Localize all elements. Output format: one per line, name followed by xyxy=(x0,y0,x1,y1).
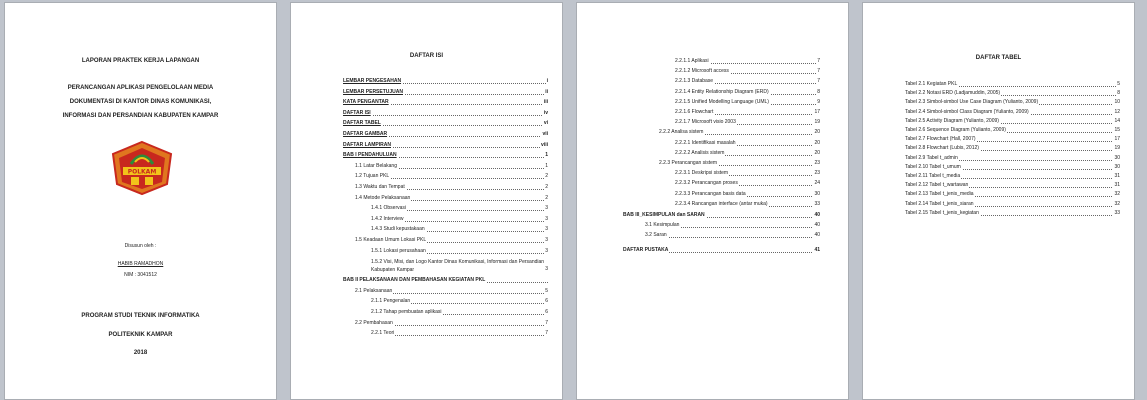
toc-entry-page: 40 xyxy=(814,212,820,218)
toc-entry[interactable] xyxy=(905,144,1120,153)
toc-entry-page: 40 xyxy=(814,232,820,239)
toc-entry[interactable] xyxy=(659,159,820,168)
toc-entry-page: 8 xyxy=(817,88,820,95)
toc-entry[interactable] xyxy=(343,130,548,139)
toc-entry-page: 2 xyxy=(545,173,548,180)
toc-entry-page: 3 xyxy=(545,237,548,243)
toc-entry-page: viii xyxy=(541,141,548,148)
toc-entry-page: 1 xyxy=(545,162,548,169)
toc-entry-page: 3 xyxy=(545,266,548,273)
toc-entry-page: 7 xyxy=(817,68,820,75)
toc-entry-label: 2.2.3.3 Perancangan basis data xyxy=(675,190,746,197)
toc-entry[interactable] xyxy=(355,172,548,181)
toc-entry-page: 7 xyxy=(817,78,820,85)
toc-entry-page: 32 xyxy=(1114,191,1120,198)
toc-entry[interactable] xyxy=(905,181,1120,190)
toc-entry[interactable] xyxy=(343,141,548,150)
toc-entry-label: Tabel 2.8 Flowchart (Lubis, 2012) xyxy=(905,145,979,152)
toc-entry[interactable] xyxy=(905,108,1120,117)
toc-entry-page: 1 xyxy=(545,152,548,159)
toc-entry-page: 41 xyxy=(814,246,820,253)
toc-entry-label: Tabel 2.15 Tabel t_jenis_kegiatan xyxy=(905,209,979,216)
toc-entry-page: iii xyxy=(543,99,548,106)
toc-entry[interactable] xyxy=(343,77,548,86)
toc-entry-page: 2 xyxy=(545,194,548,201)
toc-entry-page: 7 xyxy=(817,58,820,64)
toc-entry-label: Tabel 2.9 Tabel t_admin xyxy=(905,154,958,161)
program-name: PROGRAM STUDI TEKNIK INFORMATIKA xyxy=(81,313,200,319)
toc-entry[interactable] xyxy=(675,169,820,178)
toc-entry[interactable] xyxy=(905,89,1120,98)
toc-entry-page: 19 xyxy=(814,119,820,126)
toc-entry-label: Tabel 2.14 Tabel t_jenis_siaran xyxy=(905,200,974,207)
toc-entry[interactable] xyxy=(675,88,820,97)
table-list-heading: DAFTAR TABEL xyxy=(975,55,1022,61)
toc-entry-label: Tabel 2.1 Kegiatan PKL xyxy=(905,81,958,87)
toc-entry-label: 1.3 Waktu dan Tempat xyxy=(355,184,405,190)
toc-entry-label: LEMBAR PERSETUJUAN xyxy=(343,88,404,95)
toc-entry-page: 31 xyxy=(1114,173,1120,179)
toc-entry-label: BAB II PELAKSANAAN DAN PEMBAHASAN KEGIATAN PKL xyxy=(343,277,486,284)
toc-entry-label: 2.2.1.1 Aplikasi xyxy=(675,58,709,64)
toc-entry[interactable] xyxy=(905,154,1120,163)
toc-entry-label: Tabel 2.6 Sequence Diagram (Yulianto, 2009) xyxy=(905,127,1006,133)
toc-entry[interactable] xyxy=(905,80,1120,89)
toc-entry-label: Tabel 2.11 Tabel t_media xyxy=(905,173,961,179)
toc-entry-label: Tabel 2.2 Notasi ERD (Ladjamuddin, 2005) xyxy=(905,90,1001,97)
toc-entry-label: Tabel 2.10 Tabel t_umum xyxy=(905,163,961,170)
cover-title: LAPORAN PRAKTEK KERJA LAPANGAN xyxy=(81,58,200,64)
toc-entry[interactable] xyxy=(343,119,548,128)
toc-entry[interactable] xyxy=(371,215,548,224)
toc-entry-page: 30 xyxy=(1114,154,1120,161)
toc-entry-page: 7 xyxy=(545,330,548,337)
institution-name: POLITEKNIK KAMPAR xyxy=(108,332,173,338)
toc-entry-page: 3 xyxy=(545,205,548,212)
toc-entry-page: 24 xyxy=(814,180,820,187)
toc-entry-label: 1.4.1 Observasi xyxy=(371,205,407,212)
toc-entry[interactable] xyxy=(675,57,820,66)
toc-entry-label: 2.2.2.2 Analisis sistem xyxy=(675,149,725,156)
toc-entry-label: 1.5 Keadaan Umum Lokasi PKL xyxy=(355,237,427,243)
toc-entry-page: 20 xyxy=(814,149,820,156)
toc-page xyxy=(290,2,563,400)
toc-continued-page xyxy=(576,2,849,400)
toc-entry-label: 1.1 Latar Belakang xyxy=(355,162,397,169)
toc-entry-label: 2.2.3 Perancangan sistem xyxy=(659,160,718,166)
toc-entry-page: 2 xyxy=(545,184,548,190)
polkam-logo xyxy=(109,140,175,196)
toc-entry[interactable] xyxy=(905,200,1120,209)
toc-entry[interactable] xyxy=(905,98,1120,107)
toc-entry-label: 2.2.1.5 Unified Modelling Language (UML) xyxy=(675,98,769,105)
toc-entry-label: 2.1.2 Tahap pembuatan aplikasi xyxy=(371,309,442,315)
toc-entry[interactable] xyxy=(343,151,548,160)
toc-entry-page: 17 xyxy=(814,109,820,115)
toc-entry-label: Tabel 2.3 Simbol-simbol Use Case Diagram (Yulianto, 2009) xyxy=(905,99,1039,106)
toc-entry-page: 19 xyxy=(1114,145,1120,152)
toc-entry[interactable] xyxy=(905,135,1120,144)
toc-entry-label: 3.1 Kesimpulan xyxy=(645,222,680,229)
toc-entry[interactable] xyxy=(659,128,820,137)
toc-entry-page: 6 xyxy=(545,298,548,305)
author-name: HABIB RAMADHON xyxy=(117,261,164,267)
toc-entry-page: 3 xyxy=(545,247,548,254)
toc-entry-label: 2.2.2 Analisa sistem xyxy=(659,129,704,136)
dot-leader xyxy=(645,237,820,238)
toc-entry-page: 14 xyxy=(1114,117,1120,124)
toc-entry-page: 3 xyxy=(545,226,548,233)
toc-entry[interactable] xyxy=(355,319,548,328)
cover-subtitle-2: DOKUMENTASI DI KANTOR DINAS KOMUNIKASI, xyxy=(69,99,212,105)
toc-entry-page: 33 xyxy=(814,200,820,207)
toc-entry[interactable] xyxy=(905,172,1120,181)
toc-entry[interactable] xyxy=(343,276,548,285)
toc-entry-label: DAFTAR PUSTAKA xyxy=(623,246,669,253)
toc-entry[interactable] xyxy=(343,109,548,118)
toc-entry-label: 2.2.1.4 Entity Relationship Diagram (ERD) xyxy=(675,88,769,95)
toc-entry-page: ii xyxy=(545,88,548,95)
toc-entry-label: Tabel 2.12 Tabel t_wartawan xyxy=(905,182,969,189)
toc-entry-page: 40 xyxy=(814,222,820,229)
toc-entry-label: 2.2.3.1 Deskripsi sistem xyxy=(675,170,729,177)
toc-entry[interactable] xyxy=(343,88,548,97)
cover-subtitle-1: PERANCANGAN APLIKASI PENGELOLAAN MEDIA xyxy=(67,85,214,91)
toc-entry-page: 5 xyxy=(1117,81,1120,87)
disusun-oleh-label: Disusun oleh : xyxy=(124,243,157,249)
toc-entry-page: 3 xyxy=(545,215,548,222)
toc-entry-label: DAFTAR ISI xyxy=(343,109,371,116)
toc-entry-page: 30 xyxy=(1114,163,1120,170)
toc-entry-page: i xyxy=(546,78,548,84)
toc-entry[interactable] xyxy=(371,308,548,317)
toc-entry-label: DAFTAR LAMPIRAN xyxy=(343,141,391,148)
toc-entry[interactable] xyxy=(675,149,820,158)
toc-entry[interactable] xyxy=(675,108,820,117)
toc-entry-page: 8 xyxy=(1117,90,1120,97)
toc-entry[interactable] xyxy=(371,225,548,234)
toc-entry-wrapped[interactable]: 1.5.2 Visi, Misi, dan Logo Kantor Dinas Komunikasi, Informasi dan Persandian Kabupaten Kampar xyxy=(371,259,545,274)
toc-entry-label: 1.4 Metode Pelaksanaan xyxy=(355,194,411,201)
toc-entry-page: iv xyxy=(543,109,548,116)
toc-entry[interactable] xyxy=(623,246,820,255)
toc-entry[interactable] xyxy=(355,236,548,245)
toc-entry-page: 32 xyxy=(1114,200,1120,207)
toc-entry-page: 20 xyxy=(814,139,820,146)
toc-entry-label: 2.1 Pelaksanaan xyxy=(355,287,393,294)
toc-entry[interactable] xyxy=(355,194,548,203)
dot-leader xyxy=(343,115,548,116)
toc-entry[interactable] xyxy=(675,200,820,209)
toc-entry-label: Tabel 2.4 Simbol-simbol Class Diagram (Yulianto, 2009) xyxy=(905,108,1029,115)
toc-entry-label: Tabel 2.7 Flowchart (Hall, 2007) xyxy=(905,136,976,143)
toc-entry-label: 1.5.1 Lokasi perusahaan xyxy=(371,247,426,254)
toc-entry-label: LEMBAR PENGESAHAN xyxy=(343,78,402,84)
toc-entry[interactable] xyxy=(343,98,548,107)
toc-entry[interactable] xyxy=(371,247,548,256)
toc-entry-page: 5 xyxy=(545,287,548,294)
toc-entry[interactable] xyxy=(623,211,820,220)
toc-entry-page: 9 xyxy=(817,98,820,105)
toc-entry-page: 6 xyxy=(545,309,548,315)
table-list-page xyxy=(862,2,1135,400)
toc-entry-label: 1.4.3 Studi kepustakaan xyxy=(371,226,425,233)
toc-entry[interactable] xyxy=(675,139,820,148)
toc-entry[interactable] xyxy=(905,126,1120,135)
toc-entry-label: DAFTAR TABEL xyxy=(343,120,381,127)
toc-entry-label: 1.2 Tujuan PKL xyxy=(355,173,390,180)
toc-entry[interactable] xyxy=(371,329,548,338)
toc-entry-page: 17 xyxy=(1114,136,1120,143)
toc-heading: DAFTAR ISI xyxy=(409,53,444,59)
toc-entry-page: 15 xyxy=(1114,127,1120,133)
toc-entry-page: 30 xyxy=(814,190,820,197)
toc-entry[interactable] xyxy=(645,231,820,240)
toc-entry-label: DAFTAR GAMBAR xyxy=(343,131,388,137)
toc-entry-label: BAB III_KESIMPULAN dan SARAN xyxy=(623,212,705,218)
toc-entry-label: 2.2.3.2 Perancangan proses xyxy=(675,180,738,187)
toc-entry-page: 7 xyxy=(545,319,548,326)
toc-entry-page: 10 xyxy=(1114,99,1120,106)
toc-entry[interactable] xyxy=(905,190,1120,199)
toc-entry-page: 33 xyxy=(1114,209,1120,216)
toc-entry-page: vi xyxy=(543,120,548,127)
toc-entry-label: 2.2.2.1 Identifikasi masalah xyxy=(675,139,736,146)
toc-entry-page: 23 xyxy=(814,160,820,166)
toc-entry[interactable] xyxy=(675,77,820,86)
toc-entry-label: 2.2.3.4 Rancangan interface (antar muka) xyxy=(675,200,768,207)
cover-page xyxy=(4,2,277,400)
toc-entry-label: 2.1.1 Pengenalan xyxy=(371,298,411,305)
toc-entry-page: 20 xyxy=(814,129,820,136)
toc-entry[interactable] xyxy=(905,117,1120,126)
toc-entry[interactable] xyxy=(905,209,1120,218)
toc-entry[interactable] xyxy=(675,190,820,199)
toc-entry-label: 2.2.1.3 Database xyxy=(675,78,714,85)
dot-leader xyxy=(371,335,548,336)
toc-entry-label: 2.2.1 Teori xyxy=(371,330,395,337)
toc-entry-page: 23 xyxy=(814,170,820,177)
cover-subtitle-3: INFORMASI DAN PERSANDIAN KABUPATEN KAMPAR xyxy=(62,113,219,119)
toc-entry[interactable] xyxy=(371,297,548,306)
toc-entry-label: 1.4.2 Interview xyxy=(371,215,404,222)
toc-entry-label: Tabel 2.13 Tabel t_jenis_media xyxy=(905,191,974,198)
toc-entry-label: 2.2.1.7 Microsoft visio 2003 xyxy=(675,119,736,126)
toc-entry-label: BAB I PENDAHULUAN xyxy=(343,152,397,159)
toc-entry-page: vii xyxy=(542,131,548,137)
toc-entry[interactable] xyxy=(675,118,820,127)
toc-entry[interactable] xyxy=(371,204,548,213)
toc-entry[interactable] xyxy=(355,162,548,171)
toc-entry[interactable] xyxy=(645,221,820,230)
toc-entry[interactable] xyxy=(675,98,820,107)
toc-entry[interactable] xyxy=(355,287,548,296)
toc-entry-label: Tabel 2.5 Activity Diagram (Yulianto, 2009) xyxy=(905,117,999,124)
toc-entry-label: 3.2 Saran xyxy=(645,232,667,239)
toc-entry[interactable] xyxy=(905,163,1120,172)
year: 2018 xyxy=(133,350,148,356)
toc-entry-page: 31 xyxy=(1114,182,1120,189)
toc-entry-label: 2.2.1.2 Microsoft access xyxy=(675,68,729,75)
toc-entry[interactable] xyxy=(675,179,820,188)
toc-entry-page: 12 xyxy=(1114,108,1120,115)
toc-entry-label: KATA PENGANTAR xyxy=(343,99,389,106)
author-nim: NIM : 3041512 xyxy=(124,272,157,278)
logo-text: POLKAM xyxy=(127,168,157,176)
toc-entry-label: 2.2.1.6 Flowchart xyxy=(675,109,714,115)
toc-entry-label: 2.2 Pembahasan xyxy=(355,319,393,326)
toc-entry[interactable] xyxy=(675,67,820,76)
toc-entry[interactable] xyxy=(355,183,548,192)
